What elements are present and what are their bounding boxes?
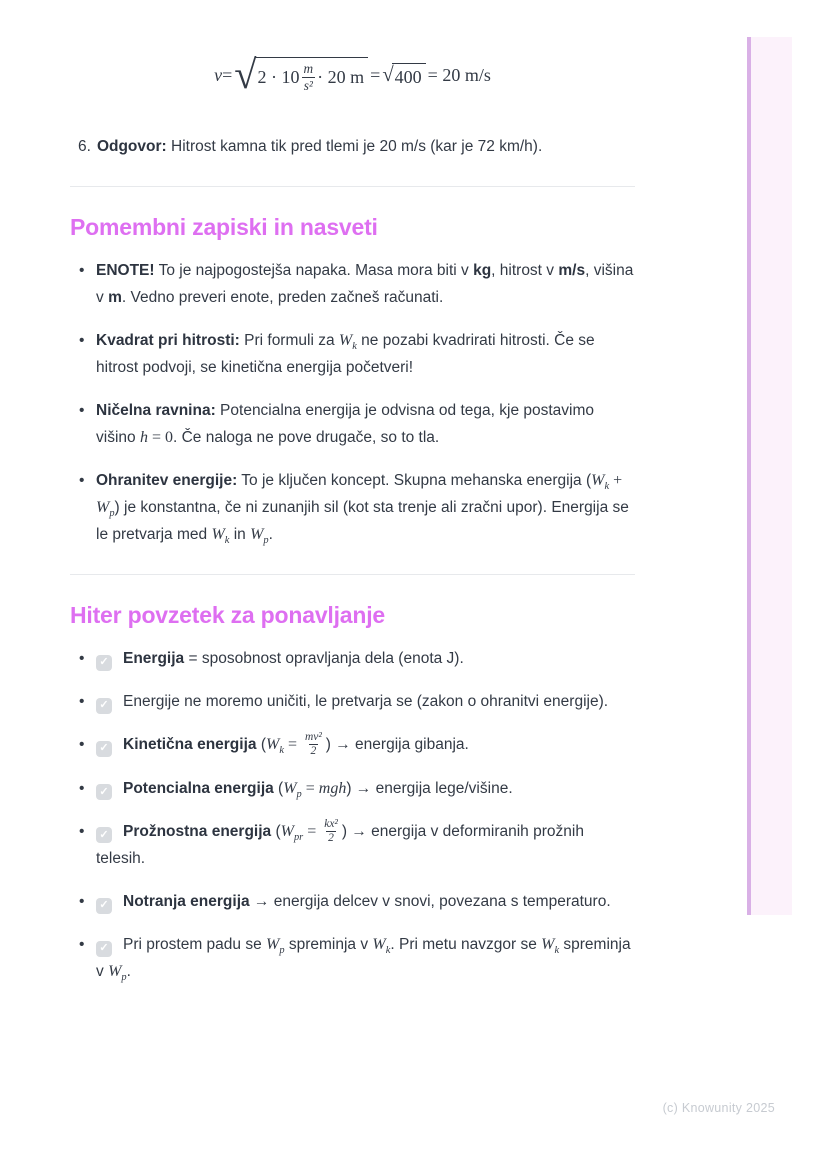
velocity-formula: v = √ 2 · 10 $\frac{m}{\text{s²}}$ · 20 m = √ 400 = 20 m/s [214, 51, 491, 97]
answer-number: 6. [78, 138, 91, 155]
list-item: • ✓ Kinetična energija ($W_k$ = $\frac{\text{mv²}}{2}$ ) → energija gibanja. [70, 731, 635, 759]
list-item: • ✓ Energija = sposobnost opravljanja dela (enota J). [70, 645, 635, 672]
checkbox-checked-icon[interactable] [96, 827, 112, 843]
radical-icon: √ [382, 63, 394, 86]
section-title-notes: Pomembni zapiski in nasveti [70, 214, 378, 240]
list-item: • ✓ Prožnostna energija ($W_{pr}$ = $\frac{\text{kx²}}{2}$ ) → energija v deformiranih prožnih telesih. [70, 818, 635, 873]
checkbox-checked-icon[interactable] [96, 741, 112, 757]
document-content [70, 0, 635, 985]
list-item: • Kvadrat pri hitrosti: Pri formuli za $W_k$ ne pozabi kvadrirati hitrosti. Če se hitrost podvoji, se kinetična energija početveri! [70, 327, 635, 381]
check-mark: • ✓ [99, 699, 109, 711]
square-root: √ 2 · 10 $\frac{m}{\text{s²}}$ · 20 m [234, 57, 368, 93]
list-item: • ✓ Potencialna energija $(W_p = mgh)$ → energija lege/višine. [70, 775, 635, 802]
side-highlight-strip [747, 37, 792, 915]
divider [70, 574, 635, 575]
fraction: $\frac{\text{kx²}}{2}$ [324, 817, 338, 844]
list-item: • Ohranitev energije: To je ključen koncept. Skupna mehanska energija $(W_k + W_p)$ je konstantna, če ni zunanjih sil (kot sta trenje ali zračni upor). Energija se le pretvarja med $W_k$ in $W_p$. [70, 467, 635, 548]
section-title-summary: Hiter povzetek za ponavljanje [70, 602, 386, 628]
checkbox-checked-icon[interactable] [96, 941, 112, 957]
check-mark: • ✓ [99, 785, 109, 798]
fraction: $\frac{m}{\text{s²}}$ [303, 61, 314, 93]
checkbox-checked-icon[interactable] [96, 655, 112, 671]
summary-checklist [70, 645, 635, 985]
square-root: √ 400 [382, 63, 425, 88]
divider [70, 186, 635, 187]
list-item: • ✓ Energije ne moremo uničiti, le pretvarja se (zakon o ohranitvi energije). [70, 688, 635, 715]
footer-credit: (c) Knowunity 2025 [662, 1101, 775, 1115]
checkbox-checked-icon[interactable] [96, 784, 112, 800]
list-item: • ✓ Notranja energija → energija delcev v snovi, povezana s temperaturo. [70, 888, 635, 915]
checkbox-checked-icon[interactable] [96, 698, 112, 714]
list-item: • Ničelna ravnina: Potencialna energija je odvisna od tega, kje postavimo višino h = 0. Če naloga ne pove drugače, so to tla. [70, 397, 635, 451]
checkbox-checked-icon[interactable] [96, 898, 112, 914]
check-mark: • ✓ [99, 656, 109, 668]
check-mark: • ✓ [99, 942, 109, 955]
check-mark: • ✓ [99, 828, 109, 841]
notes-list [70, 257, 635, 548]
radical-icon: √ [234, 51, 257, 97]
list-item: • ENOTE! To je najpogostejša napaka. Masa mora biti v kg, hitrost v m/s, višina v m. Vedno preveri enote, preden začneš računati. [70, 257, 635, 311]
check-mark: • ✓ [99, 742, 109, 754]
fraction: $\frac{\text{mv²}}{2}$ [304, 731, 322, 758]
answer-text: Odgovor: Hitrost kamna tik pred tlemi je 20 m/s (kar je 72 km/h). [96, 138, 543, 155]
list-item: • ✓ Pri prostem padu se $W_p$ spreminja v $W_k$. Pri metu navzgor se $W_k$ spreminja v $W_p$. [70, 931, 635, 985]
check-mark: • ✓ [99, 899, 109, 912]
answer-item [70, 134, 635, 160]
